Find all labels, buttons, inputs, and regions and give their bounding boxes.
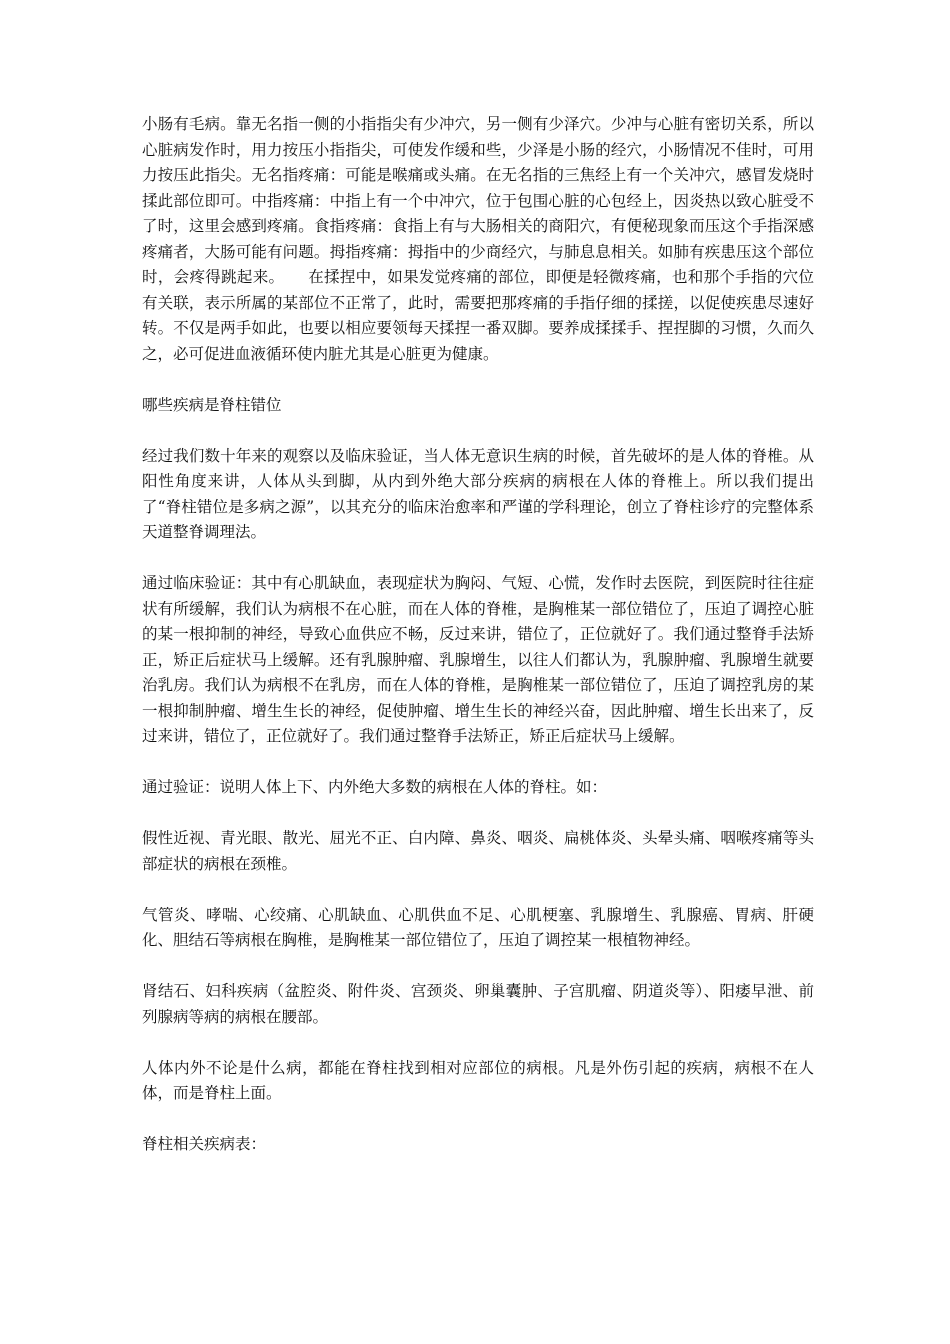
paragraph-thoracic-diseases: 气管炎、哮喘、心绞痛、心肌缺血、心肌供血不足、心肌梗塞、乳腺增生、乳腺癌、胃病、肝硬化、胆结石等病根在胸椎，是胸椎某一部位错位了，压迫了调控某一根植物神经。	[142, 905, 814, 949]
paragraph-clinical-verification: 通过临床验证：其中有心肌缺血，表现症状为胸闷、气短、心慌，发作时去医院，到医院时往往症状有所缓解，我们认为病根不在心脏，而在人体的脊椎，是胸椎某一部位错位了，压迫了调控心脏的某一根抑制的神经，导致心血供应不畅，反过来讲，错位了，正位就好了。我们通过整脊手法矫正，矫正后症状马上缓解。还有乳腺肿瘤、乳腺增生，以往人们都认为，乳腺肿瘤、乳腺增生就要治乳房。我们认为病根不在乳房，而在人体的脊椎，是胸椎某一部位错位了，压迫了调控乳房的某一根抑制肿瘤、增生生长的神经，促使肿瘤、增生生长的神经兴奋，因此肿瘤、增生长出来了，反过来讲，错位了，正位就好了。我们通过整脊手法矫正，矫正后症状马上缓解。	[142, 574, 814, 745]
paragraph-verification-summary: 通过验证：说明人体上下、内外绝大多数的病根在人体的脊柱。如：	[142, 778, 608, 796]
section-heading-spine-misalignment: 哪些疾病是脊柱错位	[142, 395, 282, 414]
paragraph-lumbar-diseases: 肾结石、妇科疾病（盆腔炎、附件炎、宫颈炎、卵巢囊肿、子宫肌瘤、阴道炎等）、阳痿早泄、前列腺病等病的病根在腰部。	[142, 982, 814, 1026]
paragraph-cervical-diseases: 假性近视、青光眼、散光、屈光不正、白内障、鼻炎、咽炎、扁桃体炎、头晕头痛、咽喉疼痛等头部症状的病根在颈椎。	[142, 829, 814, 873]
paragraph-finger-pain: 小肠有毛病。靠无名指一侧的小指指尖有少冲穴，另一侧有少泽穴。少冲与心脏有密切关系，所以心脏病发作时，用力按压小指指尖，可使发作缓和些，少泽是小肠的经穴，小肠情况不佳时，可用力按压此指尖。无名指疼痛：可能是喉痛或头痛。在无名指的三焦经上有一个关冲穴，感冒发烧时揉此部位即可。中指疼痛：中指上有一个中冲穴，位于包围心脏的心包经上，因炎热以致心脏受不了时，这里会感到疼痛。食指疼痛：食指上有与大肠相关的商阳穴，有便秘现象而压这个手指深感疼痛者，大肠可能有问题。拇指疼痛：拇指中的少商经穴，与肺息息相关。如肺有疾患压这个部位时，会疼得跳起来。 在揉捏中，如果发觉疼痛的部位，即便是轻微疼痛，也和那个手指的穴位有关联，表示所属的某部位不正常了，此时，需要把那疼痛的手指仔细的揉搓，以促使疾患尽速好转。不仅是两手如此，也要以相应要领每天揉捏一番双脚。要养成揉揉手、捏捏脚的习惯，久而久之，必可促进血液循环使内脏尤其是心脏更为健康。	[142, 115, 814, 363]
paragraph-table-caption: 脊柱相关疾病表：	[142, 1135, 267, 1153]
document-body	[142, 112, 835, 1183]
paragraph-root-cause: 人体内外不论是什么病，都能在脊柱找到相对应部位的病根。凡是外伤引起的疾病，病根不在人体，而是脊柱上面。	[142, 1058, 814, 1102]
paragraph-spine-observation: 经过我们数十年来的观察以及临床验证，当人体无意识生病的时候，首先破坏的是人体的脊椎。从阳性角度来讲，人体从头到脚，从内到外绝大部分疾病的病根在人体的脊椎上。所以我们提出了“脊柱错位是多病之源”，以其充分的临床治愈率和严谨的学科理论，创立了脊柱诊疗的完整体系 天道整脊调理法。	[142, 446, 835, 541]
